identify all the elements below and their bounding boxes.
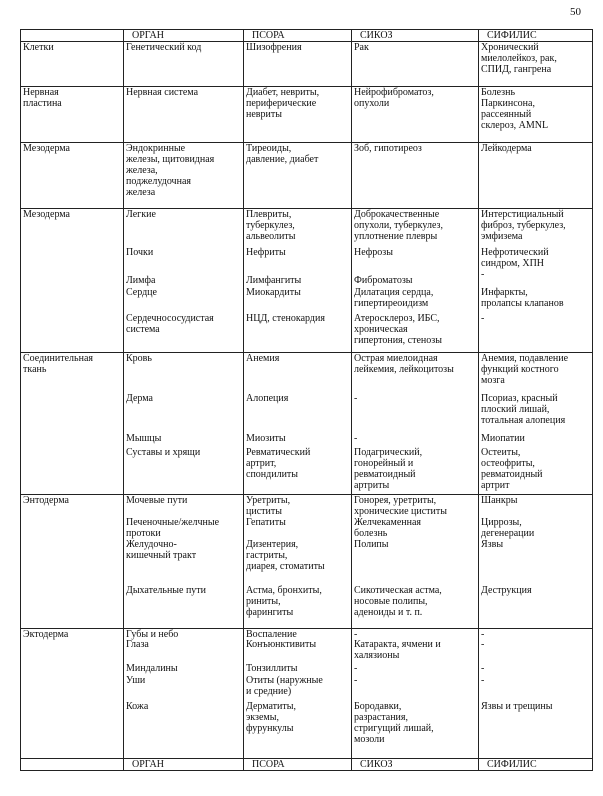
sycosis-line: мозоли (354, 734, 385, 745)
syphilis-line: Миопатии (481, 433, 525, 444)
organ-entry (126, 663, 178, 674)
sycosis-entry (354, 495, 447, 517)
footer-cell-tissue (21, 759, 124, 771)
tissue-line: пластина (23, 98, 62, 109)
sycosis-cell (352, 143, 479, 209)
table-row (21, 495, 593, 629)
organ-line: Сердце (126, 287, 157, 298)
sycosis-line: гонорейный и (354, 458, 414, 469)
psora-entry (246, 143, 318, 165)
syphilis-entry (481, 539, 503, 550)
syphilis-cell (479, 209, 593, 353)
sycosis-line: - (354, 663, 358, 674)
psora-entry (246, 639, 316, 650)
organ-cell (124, 495, 244, 629)
footer-cell-organ: ОРГАН (124, 759, 244, 771)
sycosis-entry (354, 585, 442, 618)
sycosis-line: уплотнение плевры (354, 231, 438, 242)
sycosis-line: Фиброматозы (354, 275, 413, 286)
syphilis-cell (479, 42, 593, 87)
sycosis-entry (354, 447, 422, 491)
sycosis-line: - (354, 675, 358, 686)
footer-cell-syphilis: СИФИЛИС (479, 759, 593, 771)
psora-line: и средние) (246, 686, 292, 697)
syphilis-entry (481, 87, 548, 131)
syphilis-line: Нефротический (481, 247, 549, 258)
tissue-cell (21, 209, 124, 353)
psora-line: альвеолиты (246, 231, 296, 242)
syphilis-line: артрит (481, 480, 510, 491)
psora-entry (246, 495, 290, 517)
organ-line: Дыхательные пути (126, 585, 207, 596)
sycosis-line: Подагрический, (354, 447, 423, 458)
sycosis-line: Желчекаменная (354, 517, 422, 528)
sycosis-line: Доброкачественные (354, 209, 440, 220)
syphilis-entry (481, 675, 484, 686)
organ-entry (126, 495, 187, 506)
syphilis-line: - (481, 675, 485, 686)
organ-cell (124, 42, 244, 87)
tissue-line: Эктодерма (23, 629, 69, 640)
table-row (21, 209, 593, 353)
tissue-line: Соединительная (23, 353, 93, 364)
syphilis-entry (481, 393, 565, 426)
organ-line: Сердечнососудистая (126, 313, 214, 324)
syphilis-line: Анемия, подавление (481, 353, 569, 364)
organ-entry (126, 517, 219, 539)
psora-entry (246, 393, 288, 404)
organ-entry (126, 701, 148, 712)
footer-cell-psora: ПСОРА (244, 759, 352, 771)
organ-line: Кожа (126, 701, 149, 712)
syphilis-line: функций костного (481, 364, 559, 375)
sycosis-line: опухоли (354, 98, 390, 109)
sycosis-line: гипертиреоидизм (354, 298, 429, 309)
syphilis-entry (481, 433, 525, 444)
header-cell-syphilis: СИФИЛИС (479, 30, 593, 42)
psora-line: Астма, бронхиты, (246, 585, 322, 596)
sycosis-entry (354, 433, 357, 444)
organ-entry (126, 209, 156, 220)
syphilis-line: СПИД, гангрена (481, 64, 552, 75)
psora-cell (244, 42, 352, 87)
syphilis-line: пролапсы клапанов (481, 298, 564, 309)
organ-entry (126, 639, 149, 650)
psora-line: Отиты (наружные (246, 675, 323, 686)
syphilis-line: миелолейкоз, рак, (481, 53, 557, 64)
psora-line: фурункулы (246, 723, 294, 734)
sycosis-cell (352, 87, 479, 143)
syphilis-line: Язвы и трещины (481, 701, 553, 712)
psora-line: Тиреоиды, (246, 143, 292, 154)
psora-line: гастриты, (246, 550, 288, 561)
syphilis-line: - (481, 639, 485, 650)
organ-entry (126, 313, 214, 335)
sycosis-entry (354, 393, 357, 404)
psora-entry (246, 87, 319, 120)
disease-table (20, 29, 593, 771)
sycosis-line: Бородавки, (354, 701, 402, 712)
sycosis-entry (354, 247, 393, 258)
syphilis-line: мозга (481, 375, 505, 386)
page-number: 50 (570, 6, 581, 18)
psora-entry (246, 663, 297, 674)
organ-entry (126, 287, 157, 298)
organ-line: Уши (126, 675, 146, 686)
psora-line: Нефриты (246, 247, 286, 258)
psora-line: Диабет, невриты, (246, 87, 320, 98)
tissue-line: Мезодерма (23, 143, 70, 154)
organ-line: железа (126, 187, 156, 198)
syphilis-line: Инфаркты, (481, 287, 528, 298)
organ-entry (126, 87, 198, 98)
sycosis-entry (354, 209, 443, 242)
sycosis-line: Зоб, гипотиреоз (354, 143, 422, 154)
psora-line: Шизофрения (246, 42, 302, 53)
sycosis-line: Нефрозы (354, 247, 393, 258)
organ-line: система (126, 324, 160, 335)
psora-entry (246, 447, 310, 480)
organ-entry (126, 247, 153, 258)
tissue-cell (21, 353, 124, 495)
tissue-cell (21, 495, 124, 629)
table-row (21, 353, 593, 495)
sycosis-line: - (354, 629, 358, 640)
syphilis-line: эмфизема (481, 231, 523, 242)
syphilis-entry (481, 447, 543, 491)
psora-entry (246, 353, 279, 364)
organ-line: Суставы и хрящи (126, 447, 201, 458)
psora-line: Гепатиты (246, 517, 286, 528)
organ-entry (126, 42, 201, 53)
psora-line: Анемия (246, 353, 280, 364)
organ-line: Нервная система (126, 87, 199, 98)
syphilis-cell (479, 353, 593, 495)
psora-line: Тонзиллиты (246, 663, 298, 674)
psora-line: НЦД, стенокардия (246, 313, 325, 324)
sycosis-entry (354, 517, 421, 539)
psora-line: экземы, (246, 712, 279, 723)
syphilis-line: - (481, 629, 485, 640)
syphilis-line: плоский лишай, (481, 404, 550, 415)
sycosis-line: гипертония, стенозы (354, 335, 442, 346)
table-row (21, 42, 593, 87)
table-row (21, 629, 593, 759)
syphilis-entry (481, 42, 557, 75)
psora-entry (246, 585, 322, 618)
sycosis-line: стригущий лишай, (354, 723, 434, 734)
sycosis-entry (354, 675, 357, 686)
organ-line: Печеночные/желчные (126, 517, 220, 528)
sycosis-line: разрастания, (354, 712, 408, 723)
organ-entry (126, 433, 161, 444)
organ-line: Генетический код (126, 42, 202, 53)
syphilis-line: Остеиты, (481, 447, 521, 458)
sycosis-line: халязионы (354, 650, 400, 661)
syphilis-line: склероз, AMNL (481, 120, 549, 131)
syphilis-line: - (481, 313, 485, 324)
sycosis-line: Рак (354, 42, 369, 53)
psora-entry (246, 42, 302, 53)
syphilis-line: Интерстициальный (481, 209, 564, 220)
syphilis-line: ревматоидный (481, 469, 543, 480)
sycosis-cell (352, 629, 479, 759)
syphilis-line: Циррозы, (481, 517, 522, 528)
psora-entry (246, 247, 286, 258)
organ-line: железа, (126, 165, 158, 176)
sycosis-entry (354, 663, 357, 674)
psora-line: Дерматиты, (246, 701, 296, 712)
organ-cell (124, 209, 244, 353)
sycosis-line: артриты (354, 480, 390, 491)
sycosis-entry (354, 701, 434, 745)
organ-line: протоки (126, 528, 161, 539)
organ-line: Лимфа (126, 275, 156, 286)
sycosis-line: Катаракта, ячмени и (354, 639, 441, 650)
organ-entry (126, 353, 152, 364)
organ-line: железы, щитовидная (126, 154, 215, 165)
sycosis-line: Дилатация сердца, (354, 287, 434, 298)
syphilis-line: - (481, 663, 485, 674)
organ-entry (126, 393, 153, 404)
sycosis-line: опухоли, туберкулез, (354, 220, 443, 231)
organ-line: Почки (126, 247, 154, 258)
psora-entry (246, 701, 296, 734)
organ-line: поджелудочная (126, 176, 191, 187)
psora-line: циститы (246, 506, 282, 517)
tissue-cell (21, 87, 124, 143)
sycosis-line: Острая миелоидная (354, 353, 438, 364)
syphilis-line: тотальная алопеция (481, 415, 566, 426)
organ-line: Мочевые пути (126, 495, 188, 506)
header-cell-organ: ОРГАН (124, 30, 244, 42)
organ-entry (126, 585, 206, 596)
sycosis-line: ревматоидный (354, 469, 416, 480)
psora-line: Миокардиты (246, 287, 301, 298)
syphilis-line: синдром, ХПН (481, 258, 545, 269)
psora-line: артрит, (246, 458, 277, 469)
organ-entry (126, 143, 214, 198)
psora-line: Лимфангиты (246, 275, 302, 286)
sycosis-line: Нейрофиброматоз, (354, 87, 434, 98)
psora-cell (244, 495, 352, 629)
psora-line: Алопеция (246, 393, 289, 404)
footer-cell-sycosis: СИКОЗ (352, 759, 479, 771)
psora-line: Уретриты, (246, 495, 291, 506)
syphilis-cell (479, 143, 593, 209)
syphilis-entry (481, 353, 568, 386)
syphilis-line: фиброз, туберкулез, (481, 220, 566, 231)
sycosis-line: Гонорея, уретриты, (354, 495, 437, 506)
sycosis-entry (354, 353, 454, 375)
syphilis-entry (481, 663, 484, 674)
psora-cell (244, 353, 352, 495)
syphilis-entry (481, 585, 532, 596)
table-row (21, 143, 593, 209)
organ-line: кишечный тракт (126, 550, 197, 561)
header-cell-sycosis: СИКОЗ (352, 30, 479, 42)
psora-line: туберкулез, (246, 220, 295, 231)
header-row (21, 30, 593, 42)
organ-line: Губы и небо (126, 629, 179, 640)
syphilis-entry (481, 701, 552, 712)
tissue-cell (21, 143, 124, 209)
syphilis-line: - (481, 269, 485, 280)
tissue-line: Мезодерма (23, 209, 70, 220)
tissue-cell (21, 42, 124, 87)
organ-line: Дерма (126, 393, 153, 404)
syphilis-entry (481, 639, 484, 650)
sycosis-entry (354, 313, 442, 346)
sycosis-line: носовые полипы, (354, 596, 428, 607)
psora-entry (246, 675, 323, 697)
sycosis-entry (354, 287, 433, 309)
sycosis-entry (354, 42, 369, 53)
psora-line: Плевриты, (246, 209, 292, 220)
organ-entry (126, 275, 155, 286)
psora-line: периферические (246, 98, 317, 109)
organ-line: Желудочно- (126, 539, 177, 550)
sycosis-line: Полипы (354, 539, 389, 550)
sycosis-line: болезнь (354, 528, 388, 539)
organ-line: Мышцы (126, 433, 162, 444)
tissue-line: ткань (23, 364, 47, 375)
psora-entry (246, 313, 325, 324)
organ-cell (124, 143, 244, 209)
psora-cell (244, 209, 352, 353)
psora-line: Ревматический (246, 447, 311, 458)
sycosis-line: - (354, 393, 358, 404)
syphilis-line: Паркинсона, (481, 98, 535, 109)
sycosis-cell (352, 42, 479, 87)
organ-cell (124, 87, 244, 143)
sycosis-entry (354, 87, 434, 109)
syphilis-entry (481, 495, 517, 506)
syphilis-cell (479, 629, 593, 759)
syphilis-line: остеофриты, (481, 458, 535, 469)
psora-entry (246, 287, 301, 298)
syphilis-entry (481, 287, 564, 309)
psora-entry (246, 539, 325, 572)
syphilis-line: Лейкодерма (481, 143, 532, 154)
tissue-line: Нервная (23, 87, 59, 98)
sycosis-cell (352, 353, 479, 495)
psora-line: риниты, (246, 596, 281, 607)
sycosis-line: аденоиды и т. п. (354, 607, 423, 618)
header-cell-tissue (21, 30, 124, 42)
tissue-line: Энтодерма (23, 495, 69, 506)
psora-entry (246, 209, 295, 242)
sycosis-cell (352, 495, 479, 629)
psora-entry (246, 275, 301, 286)
syphilis-entry (481, 143, 532, 154)
psora-line: фарингиты (246, 607, 294, 618)
syphilis-entry (481, 313, 484, 324)
psora-line: диарея, стоматиты (246, 561, 325, 572)
syphilis-line: Шанкры (481, 495, 518, 506)
sycosis-entry (354, 539, 389, 550)
sycosis-cell (352, 209, 479, 353)
organ-entry (126, 539, 196, 561)
psora-entry (246, 433, 286, 444)
organ-line: Глаза (126, 639, 149, 650)
sycosis-entry (354, 639, 441, 661)
sycosis-line: Сикотическая астма, (354, 585, 442, 596)
organ-entry (126, 447, 200, 458)
sycosis-line: Атеросклероз, ИБС, (354, 313, 440, 324)
organ-entry (126, 675, 145, 686)
header-cell-psora: ПСОРА (244, 30, 352, 42)
tissue-cell (21, 629, 124, 759)
sycosis-line: - (354, 433, 358, 444)
syphilis-entry (481, 209, 566, 242)
syphilis-line: Болезнь (481, 87, 516, 98)
syphilis-line: дегенерации (481, 528, 535, 539)
tissue-line: Клетки (23, 42, 54, 53)
table-row (21, 87, 593, 143)
psora-cell (244, 143, 352, 209)
syphilis-line: Деструкция (481, 585, 532, 596)
psora-cell (244, 87, 352, 143)
syphilis-entry (481, 247, 549, 280)
footer-row (21, 759, 593, 771)
sycosis-line: хронические циститы (354, 506, 447, 517)
organ-cell (124, 629, 244, 759)
psora-line: спондилиты (246, 469, 299, 480)
organ-line: Эндокринные (126, 143, 186, 154)
sycosis-entry (354, 275, 413, 286)
organ-cell (124, 353, 244, 495)
syphilis-line: Язвы (481, 539, 504, 550)
syphilis-cell (479, 495, 593, 629)
sycosis-entry (354, 143, 422, 154)
organ-line: Легкие (126, 209, 156, 220)
psora-cell (244, 629, 352, 759)
psora-line: Конъюнктивиты (246, 639, 317, 650)
syphilis-line: Псориаз, красный (481, 393, 558, 404)
psora-entry (246, 517, 286, 528)
psora-line: невриты (246, 109, 282, 120)
syphilis-line: Хронический (481, 42, 539, 53)
psora-line: Воспаление (246, 629, 297, 640)
psora-line: Дизентерия, (246, 539, 299, 550)
sycosis-line: лейкемия, лейкоцитозы (354, 364, 454, 375)
organ-line: Миндалины (126, 663, 178, 674)
syphilis-entry (481, 517, 534, 539)
syphilis-line: рассеянный (481, 109, 532, 120)
organ-line: Кровь (126, 353, 152, 364)
psora-line: Миозиты (246, 433, 286, 444)
psora-line: давление, диабет (246, 154, 319, 165)
syphilis-cell (479, 87, 593, 143)
sycosis-line: хроническая (354, 324, 408, 335)
